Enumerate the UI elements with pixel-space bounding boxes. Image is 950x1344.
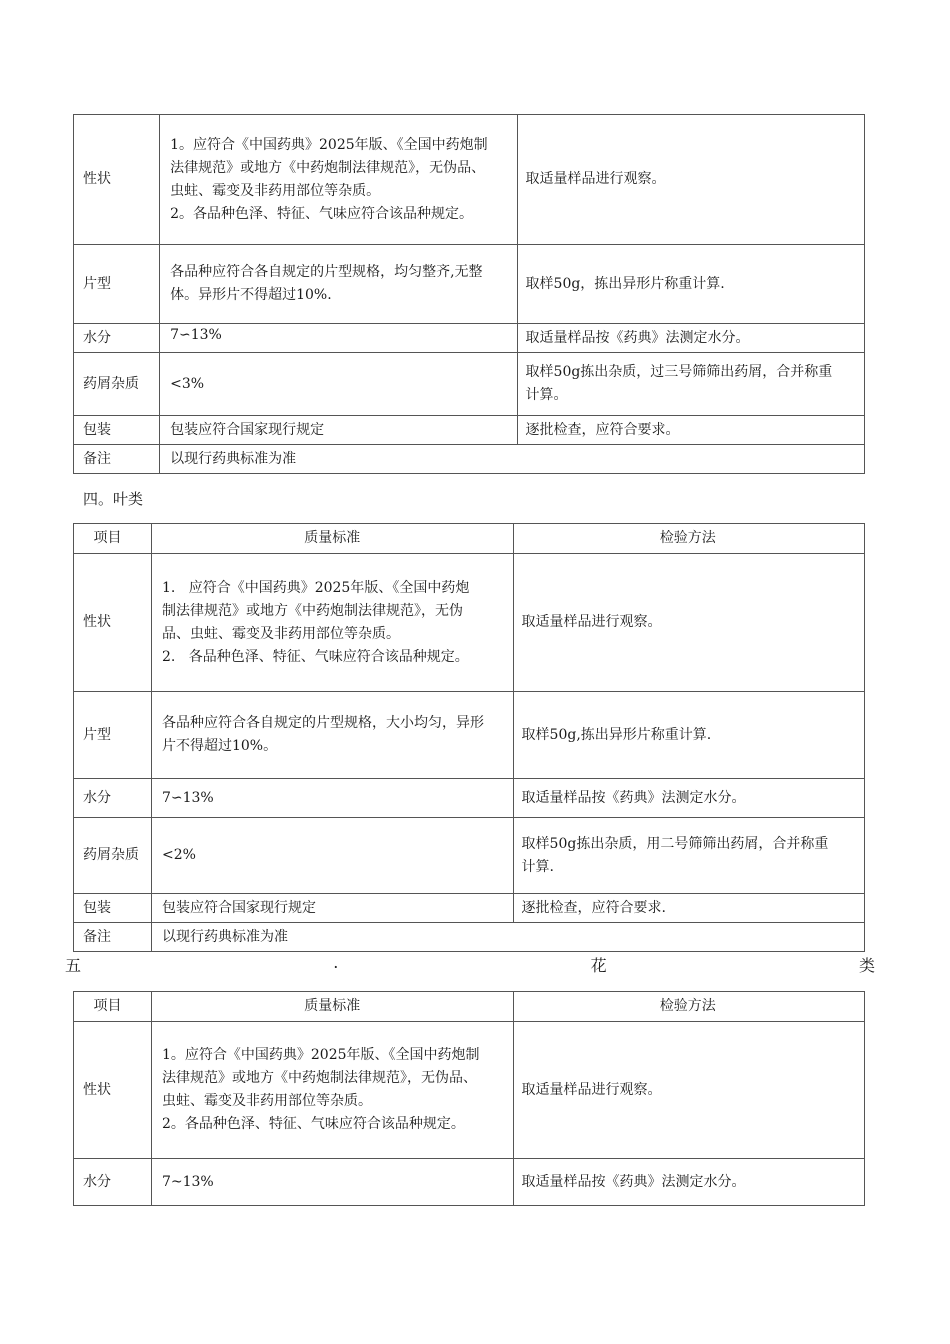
table-row [74, 1022, 865, 1159]
header-standard: 质量标准 [151, 992, 513, 1022]
item-cell: 性状 [74, 1022, 152, 1159]
method-cell: 取适量样品进行观察。 [513, 1022, 864, 1159]
standard-cell: <2% [151, 818, 513, 894]
table-row [74, 692, 865, 779]
table-row [74, 324, 865, 353]
item-cell: 包装 [74, 894, 152, 923]
standard-cell: 1。应符合《中国药典》2025年版、《全国中药炮制 法律规范》或地方《中药炮制法律规范》，无伪品、 虫蛀、霉变及非药用部位等杂质。 2。各品种色泽、特征、气味应符合该品种规定。 [160, 115, 517, 245]
standard-cell: 包装应符合国家现行规定 [160, 416, 517, 445]
method-cell: 取适量样品进行观察。 [513, 554, 864, 692]
method-cell: 取适量样品按《药典》法测定水分。 [517, 324, 864, 353]
standard-cell: 包装应符合国家现行规定 [151, 894, 513, 923]
method-cell: 取样50g，拣出异形片称重计算. [517, 245, 864, 324]
table-row [74, 1159, 865, 1206]
item-cell: 药屑杂质 [74, 818, 152, 894]
table-roots-continued [73, 114, 865, 474]
method-cell: 取适量样品按《药典》法测定水分。 [513, 1159, 864, 1206]
method-cell: 取样50g,拣出异形片称重计算. [513, 692, 864, 779]
table-header-row [74, 992, 865, 1022]
table-row [74, 445, 865, 474]
item-cell: 水分 [74, 779, 152, 818]
table-row [74, 245, 865, 324]
item-cell: 药屑杂质 [74, 353, 160, 416]
table-header-row [74, 524, 865, 554]
remark-cell: 以现行药典标准为准 [151, 923, 864, 952]
table-row [74, 818, 865, 894]
item-cell: 包装 [74, 416, 160, 445]
section-title-flowers: 五 . 花 类 [65, 953, 875, 975]
item-cell: 水分 [74, 324, 160, 353]
table-row [74, 353, 865, 416]
table-row [74, 923, 865, 952]
table-row [74, 554, 865, 692]
header-method: 检验方法 [513, 992, 864, 1022]
method-cell: 逐批检查，应符合要求。 [517, 416, 864, 445]
standard-cell: 7~13% [151, 1159, 513, 1206]
standard-cell: <3% [160, 353, 517, 416]
table-row [74, 115, 865, 245]
table-leaves [73, 523, 865, 952]
standard-cell: 7∽13% [151, 779, 513, 818]
header-item: 项目 [74, 524, 152, 554]
item-cell: 备注 [74, 923, 152, 952]
method-cell: 逐批检查，应符合要求. [513, 894, 864, 923]
standard-cell: 7∽13% [160, 324, 517, 353]
method-cell: 取适量样品进行观察。 [517, 115, 864, 245]
header-standard: 质量标准 [151, 524, 513, 554]
method-cell: 取样50g拣出杂质，过三号筛筛出药屑，合并称重 计算。 [517, 353, 864, 416]
item-cell: 片型 [74, 692, 152, 779]
standard-cell: 各品种应符合各自规定的片型规格，大小均匀，异形 片不得超过10%。 [151, 692, 513, 779]
remark-cell: 以现行药典标准为准 [160, 445, 865, 474]
item-cell: 片型 [74, 245, 160, 324]
standard-cell: 1。应符合《中国药典》2025年版、《全国中药炮制 法律规范》或地方《中药炮制法律规范》，无伪品、 虫蛀、霉变及非药用部位等杂质。 2。各品种色泽、特征、气味应符合该品种规定。 [151, 1022, 513, 1159]
section-title-leaves: 四。叶类 [83, 490, 144, 508]
item-cell: 备注 [74, 445, 160, 474]
item-cell: 水分 [74, 1159, 152, 1206]
table-row [74, 779, 865, 818]
header-method: 检验方法 [513, 524, 864, 554]
method-cell: 取样50g拣出杂质，用二号筛筛出药屑，合并称重 计算. [513, 818, 864, 894]
table-flowers [73, 991, 865, 1206]
item-cell: 性状 [74, 115, 160, 245]
header-item: 项目 [74, 992, 152, 1022]
item-cell: 性状 [74, 554, 152, 692]
table-row [74, 416, 865, 445]
standard-cell: 1. 应符合《中国药典》2025年版、《全国中药炮 制法律规范》或地方《中药炮制法律规范》，无伪 品、虫蛀、霉变及非药用部位等杂质。 2. 各品种色泽、特征、气味应符合该品种规定。 [151, 554, 513, 692]
standard-cell: 各品种应符合各自规定的片型规格，均匀整齐,无整 体。异形片不得超过10%. [160, 245, 517, 324]
method-cell: 取适量样品按《药典》法测定水分。 [513, 779, 864, 818]
table-row [74, 894, 865, 923]
